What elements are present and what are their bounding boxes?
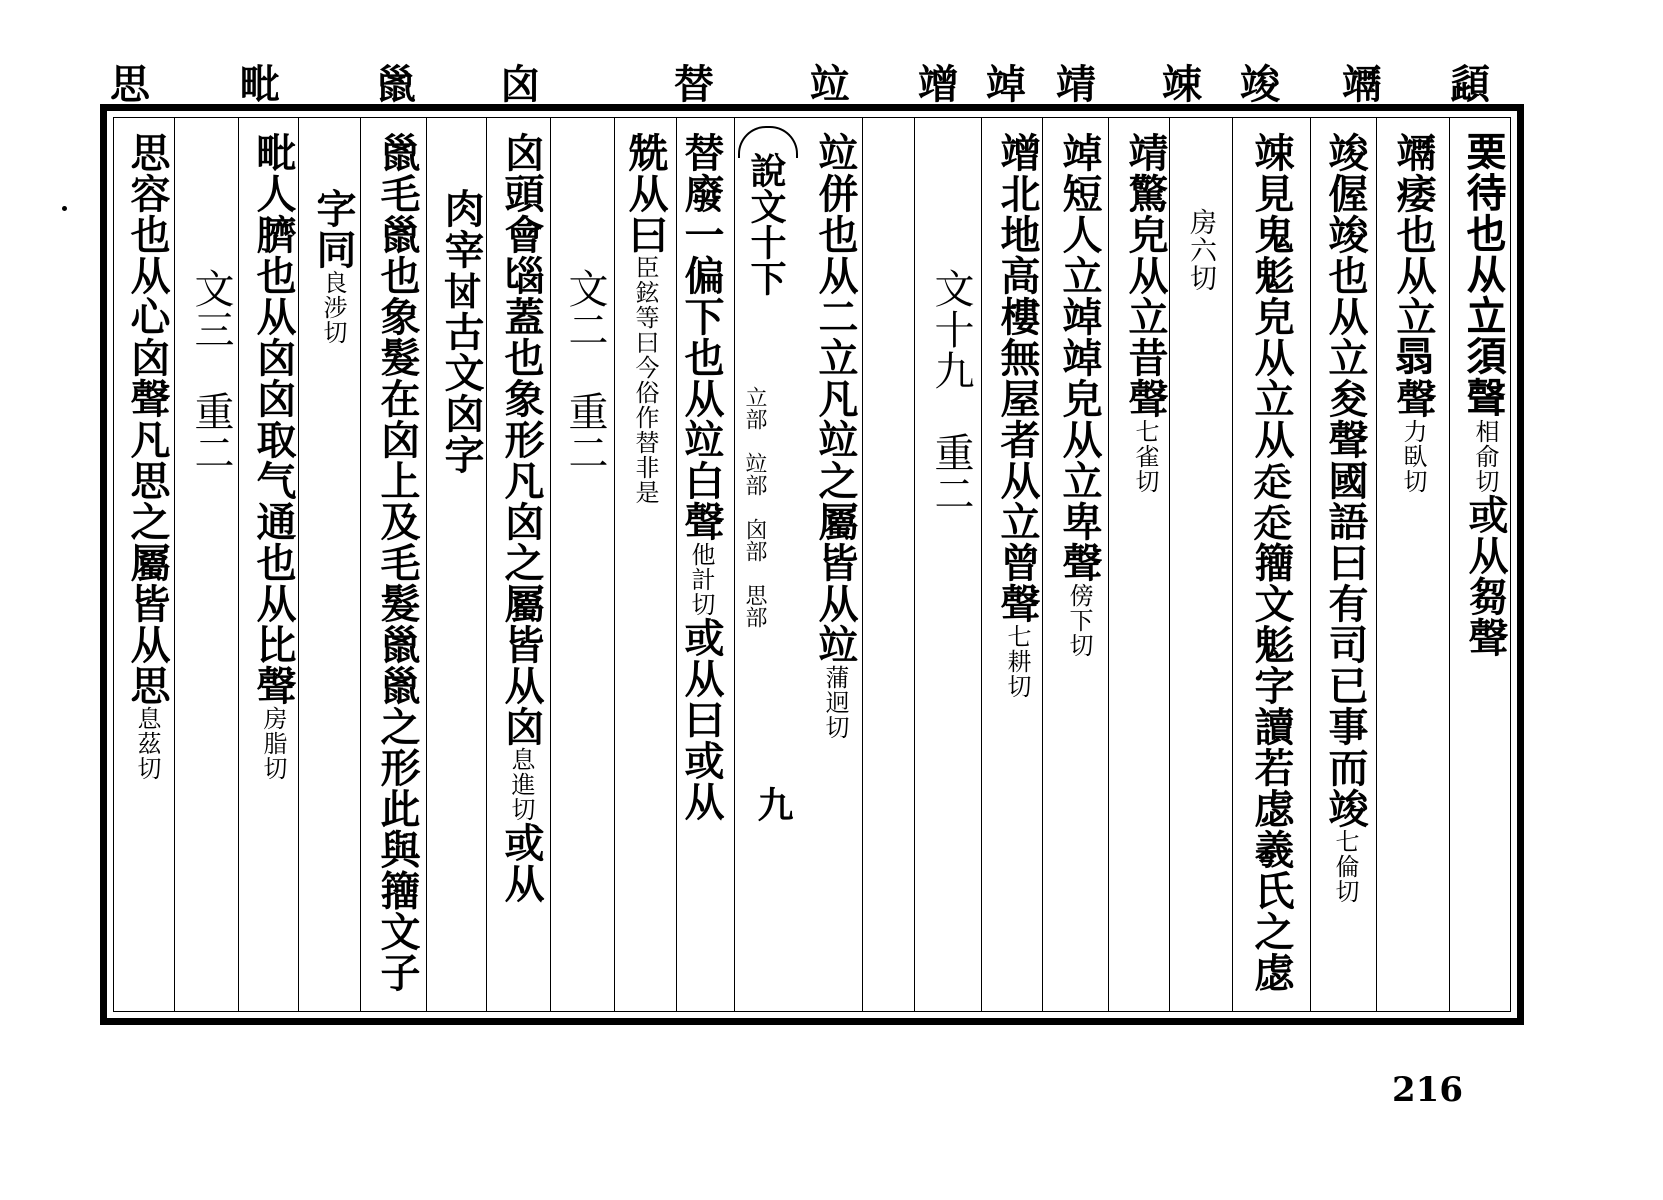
page-number: 216 (1392, 1070, 1463, 1110)
text-column: 毗人臍也从囟囟取气通也从比聲房脂切 (250, 132, 297, 781)
text-column: 兟从曰臣鉉等曰今俗作替非是 (622, 132, 669, 505)
headword: 毗 (240, 61, 280, 108)
text-column: 竨短人立竨竨皃从立卑聲傍下切 (1056, 132, 1103, 658)
volume-title: 說文十下 (745, 152, 787, 296)
headword: 竝 (810, 61, 850, 108)
headword: 竦 (1162, 61, 1202, 108)
headword: 思 (110, 61, 150, 108)
text-column: 肉宰𠀠古文囟字 (438, 188, 485, 475)
inner-border (113, 117, 1511, 1012)
text-column: 替廢一偏下也从竝白聲他計切或从曰或从 (678, 132, 725, 822)
text-column: 𧟧待也从立須聲相俞切或从芻聲 (1462, 132, 1509, 658)
ink-speck (62, 206, 67, 211)
text-column: 文十九 重二 (928, 268, 974, 514)
headword: 竵 (1342, 61, 1382, 108)
column-rule (1449, 118, 1450, 1011)
text-column: 文三 重二 (188, 268, 234, 473)
text-column: 竣偓竣也从立夋聲國語曰有司已事而竣七倫切 (1322, 132, 1369, 904)
text-column: 竲北地高樓無屋者从立曾聲七耕切 (994, 132, 1041, 699)
text-column: 房六切 (1185, 208, 1216, 292)
text-column: 竦見鬼鬽皃从立从𧺆𧺆籒文鬽字讀若虙羲氏之虙 (1248, 132, 1295, 993)
center-label (738, 126, 796, 1006)
text-column: 靖驚皃从立昔聲七雀切 (1122, 132, 1169, 494)
column-rule (1310, 118, 1311, 1011)
text-frame (100, 104, 1524, 1025)
column-rule (914, 118, 915, 1011)
headword: 頿 (1450, 61, 1490, 108)
column-rule (1232, 118, 1233, 1011)
headword: 竲 (918, 61, 958, 108)
headword: 靖 (1056, 61, 1096, 108)
headword: 竣 (1240, 61, 1280, 108)
leaf-number: 九 (752, 786, 794, 822)
headword: 竨 (986, 61, 1026, 108)
headword: 替 (674, 61, 714, 108)
text-column: 字同良涉切 (310, 188, 357, 345)
text-column: 竝併也从二立凡竝之屬皆从竝蒲迥切 (812, 132, 859, 740)
text-column: 文二 重二 (562, 268, 608, 473)
headword: 巤 (376, 61, 416, 108)
text-column: 囟頭會匘蓋也象形凡囟之屬皆从囟息進切或从 (498, 132, 545, 904)
text-column: 巤毛巤也象髮在囟上及毛髮巤巤之形此與籒文子 (374, 132, 421, 993)
headword-row (100, 60, 1540, 110)
column-rule (734, 118, 735, 1011)
headword: 囟 (500, 61, 540, 108)
text-column: 思容也从心囟聲凡思之屬皆从思息茲切 (124, 132, 171, 781)
text-column: 竵痿也从立𦐇聲力臥切 (1390, 132, 1437, 494)
section-list: 立部 竝部 囟部 思部 (742, 386, 767, 628)
column-rule (1376, 118, 1377, 1011)
